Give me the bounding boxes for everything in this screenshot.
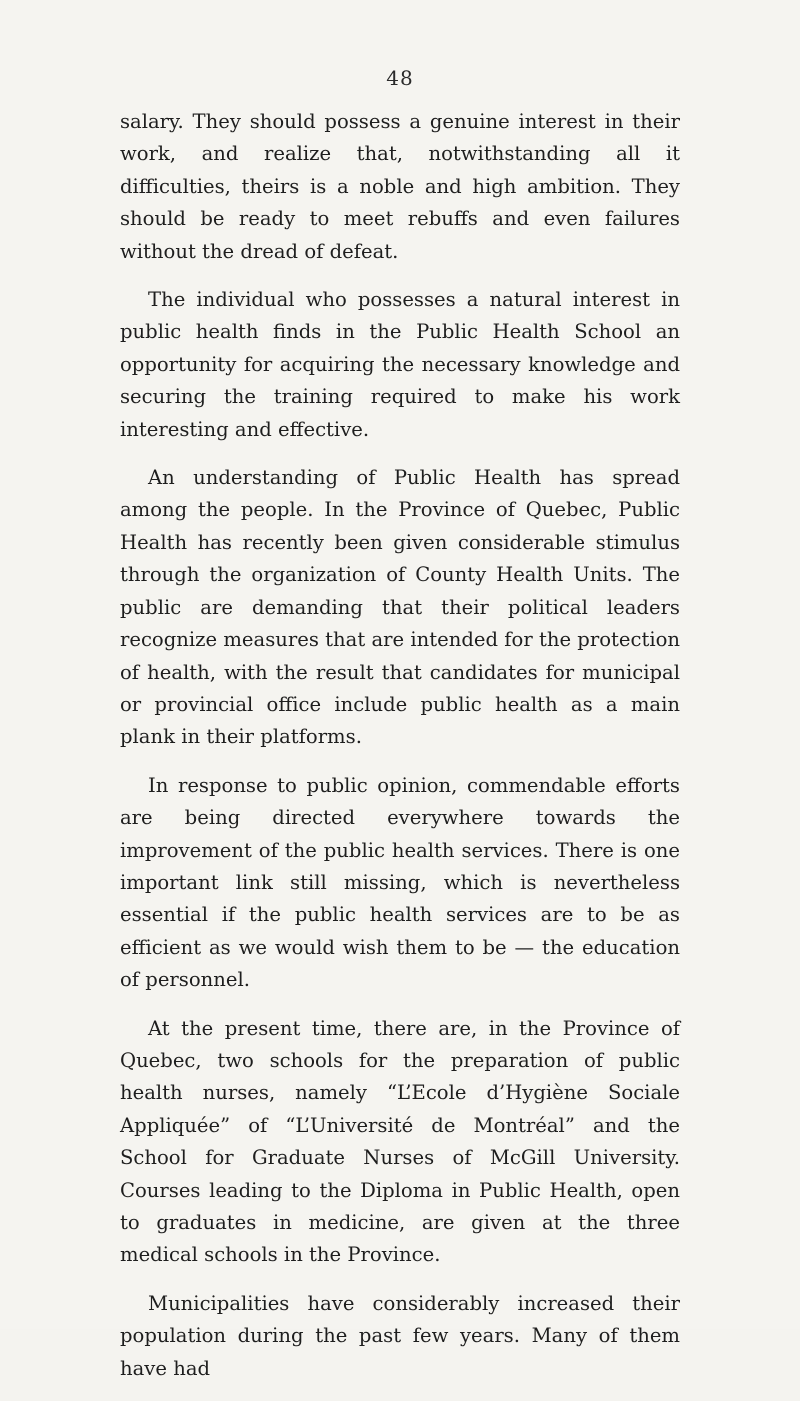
body-text [120,106,680,1401]
paragraph-4: In response to public opinion, commendable efforts are being directed everywhere towards the improvement of the public health services. There is one important link still missing, which is nevertheless essential if the public health services are to be as efficient as we would wish them to be — the education of personnel. [120,773,680,992]
paragraph-6: Municipalities have considerably increased their population during the past few years. Many of them have had [120,1291,680,1380]
paragraph-3: An understanding of Public Health has spread among the people. In the Province of Quebec, Public Health has recently been given considerable stimulus through the organization of County Health Units. The public are demanding that their political leaders recognize measures that are intended for the protection of health, with the result that candidates for municipal or provincial office include public health as a main plank in their platforms. [120,466,680,749]
paragraph-1: salary. They should possess a genuine interest in their work, and realize that, notwithstanding all it difficulties, theirs is a noble and high ambition. They should be ready to meet rebuffs and even failures without the dread of defeat. [120,110,680,263]
page-number: 48 [386,66,414,90]
paragraph-2: The individual who possesses a natural interest in public health finds in the Public Health School an opportunity for acquiring the necessary knowledge and securing the training required to make his work interesting and effective. [120,288,680,441]
paragraph-5: At the present time, there are, in the Province of Quebec, two schools for the preparation of public health nurses, namely “L’Ecole d’Hygiène Sociale Appliquée” of “L’Université de Montréal” and the School for Graduate Nurses of McGill University. Courses leading to the Diploma in Public Health, open to graduates in medicine, are given at the three medical schools in the Province. [120,1016,680,1267]
